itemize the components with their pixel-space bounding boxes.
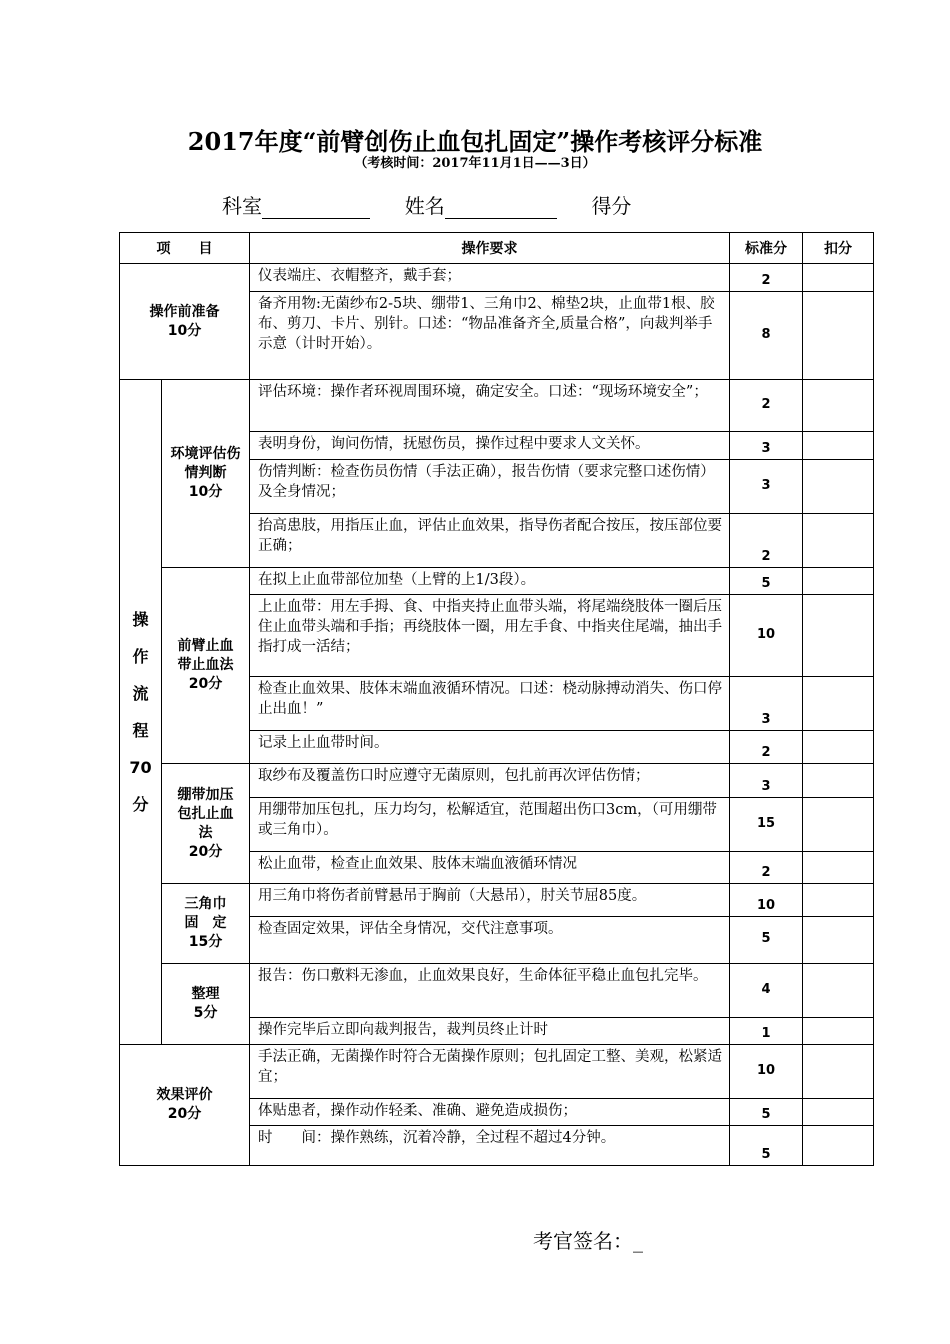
standard-score: 1 — [730, 1018, 803, 1045]
requirement-text: 仪表端庄、衣帽整齐，戴手套； — [250, 264, 730, 292]
standard-score: 2 — [730, 380, 803, 432]
requirement-text: 伤情判断：检查伤员伤情（手法正确），报告伤情（要求完整口述伤情）及全身情况； — [250, 460, 730, 514]
standard-score: 3 — [730, 764, 803, 798]
requirement-text: 体贴患者，操作动作轻柔、准确、避免造成损伤； — [250, 1099, 730, 1126]
examiner-signature[interactable]: 考官签名：_ — [533, 1229, 643, 1253]
score-label: 得分 — [591, 194, 632, 218]
deduct-cell[interactable] — [803, 292, 874, 380]
category-prep: 操作前准备 10分 — [120, 264, 250, 380]
standard-score: 15 — [730, 798, 803, 852]
requirement-text: 记录上止血带时间。 — [250, 731, 730, 764]
deduct-cell[interactable] — [803, 917, 874, 964]
requirement-text: 用三角巾将伤者前臂悬吊于胸前（大悬吊），肘关节屈85度。 — [250, 884, 730, 917]
requirement-text: 手法正确，无菌操作时符合无菌操作原则；包扎固定工整、美观，松紧适宜； — [250, 1045, 730, 1099]
deduct-cell[interactable] — [803, 1099, 874, 1126]
requirement-text: 上止血带：用左手拇、食、中指夹持止血带头端，将尾端绕肢体一圈后压住止血带头端和手指；再绕肢体一圈，用左手食、中指夹住尾端，抽出手指打成一活结； — [250, 595, 730, 677]
standard-score: 10 — [730, 595, 803, 677]
requirement-text: 用绷带加压包扎，压力均匀，松解适宜，范围超出伤口3cm，（可用绷带或三角巾）。 — [250, 798, 730, 852]
table-row — [120, 884, 874, 917]
header-fields — [222, 190, 631, 219]
category-process: 操 作 流 程 70 分 — [120, 380, 162, 1045]
table-row — [120, 568, 874, 595]
standard-score: 5 — [730, 917, 803, 964]
subcategory-cleanup: 整理 5分 — [162, 964, 250, 1045]
deduct-cell[interactable] — [803, 432, 874, 460]
standard-score: 4 — [730, 964, 803, 1018]
deduct-cell[interactable] — [803, 764, 874, 798]
exam-time: （考核时间：2017年11月1日——3日） — [354, 156, 596, 171]
table-row — [120, 264, 874, 292]
subcategory-bandage: 绷带加压包扎止血法 20分 — [162, 764, 250, 884]
standard-score: 2 — [730, 264, 803, 292]
standard-score: 2 — [730, 514, 803, 568]
standard-score: 2 — [730, 852, 803, 884]
name-label: 姓名 — [404, 194, 445, 218]
deduct-cell[interactable] — [803, 568, 874, 595]
requirement-text: 检查止血效果、肢体末端血液循环情况。口述：桡动脉搏动消失、伤口停止出血！” — [250, 677, 730, 731]
header-standard: 标准分 — [730, 233, 803, 264]
requirement-text: 取纱布及覆盖伤口时应遵守无菌原则，包扎前再次评估伤情； — [250, 764, 730, 798]
deduct-cell[interactable] — [803, 852, 874, 884]
category-evaluation: 效果评价 20分 — [120, 1045, 250, 1166]
requirement-text: 备齐用物:无菌纱布2-5块、绷带1、三角巾2、棉垫2块，止血带1根、胶布、剪刀、卡片、别针。口述：“物品准备齐全,质量合格”，向裁判举手示意（计时开始）。 — [250, 292, 730, 380]
deduct-cell[interactable] — [803, 595, 874, 677]
scoring-table — [119, 232, 874, 1166]
requirement-text: 检查固定效果，评估全身情况，交代注意事项。 — [250, 917, 730, 964]
standard-score: 3 — [730, 432, 803, 460]
requirement-text: 评估环境：操作者环视周围环境，确定安全。口述：“现场环境安全”； — [250, 380, 730, 432]
page-title: 2017年度“前臂创伤止血包扎固定”操作考核评分标准 — [187, 127, 763, 156]
subcategory-assessment: 环境评估伤情判断 10分 — [162, 380, 250, 568]
deduct-cell[interactable] — [803, 264, 874, 292]
deduct-cell[interactable] — [803, 964, 874, 1018]
requirement-text: 抬高患肢，用指压止血，评估止血效果，指导伤者配合按压，按压部位要正确； — [250, 514, 730, 568]
requirement-text: 在拟上止血带部位加垫（上臂的上1/3段）。 — [250, 568, 730, 595]
header-item: 项 目 — [120, 233, 250, 264]
deduct-cell[interactable] — [803, 677, 874, 731]
dept-label: 科室 — [222, 194, 262, 218]
requirement-text: 报告：伤口敷料无渗血，止血效果良好，生命体征平稳止血包扎完毕。 — [250, 964, 730, 1018]
standard-score: 10 — [730, 1045, 803, 1099]
requirement-text: 松止血带，检查止血效果、肢体末端血液循环情况 — [250, 852, 730, 884]
standard-score: 5 — [730, 1126, 803, 1166]
standard-score: 5 — [730, 568, 803, 595]
requirement-text: 操作完毕后立即向裁判报告，裁判员终止计时 — [250, 1018, 730, 1045]
table-header-row — [120, 233, 874, 264]
deduct-cell[interactable] — [803, 460, 874, 514]
dept-field[interactable] — [262, 194, 370, 219]
table-row — [120, 1045, 874, 1099]
subcategory-sling: 三角巾固 定 15分 — [162, 884, 250, 964]
table-row — [120, 380, 874, 432]
standard-score: 8 — [730, 292, 803, 380]
standard-score: 3 — [730, 460, 803, 514]
deduct-cell[interactable] — [803, 884, 874, 917]
name-field[interactable] — [445, 194, 557, 219]
standard-score: 5 — [730, 1099, 803, 1126]
deduct-cell[interactable] — [803, 1018, 874, 1045]
deduct-cell[interactable] — [803, 798, 874, 852]
header-requirement: 操作要求 — [250, 233, 730, 264]
standard-score: 10 — [730, 884, 803, 917]
standard-score: 3 — [730, 677, 803, 731]
standard-score: 2 — [730, 731, 803, 764]
table-row — [120, 964, 874, 1018]
deduct-cell[interactable] — [803, 1126, 874, 1166]
header-deduct: 扣分 — [803, 233, 874, 264]
deduct-cell[interactable] — [803, 380, 874, 432]
requirement-text: 表明身份，询问伤情，抚慰伤员，操作过程中要求人文关怀。 — [250, 432, 730, 460]
deduct-cell[interactable] — [803, 731, 874, 764]
deduct-cell[interactable] — [803, 1045, 874, 1099]
deduct-cell[interactable] — [803, 514, 874, 568]
table-row — [120, 764, 874, 798]
requirement-text: 时 间：操作熟练，沉着冷静，全过程不超过4分钟。 — [250, 1126, 730, 1166]
subcategory-tourniquet: 前臂止血带止血法 20分 — [162, 568, 250, 764]
